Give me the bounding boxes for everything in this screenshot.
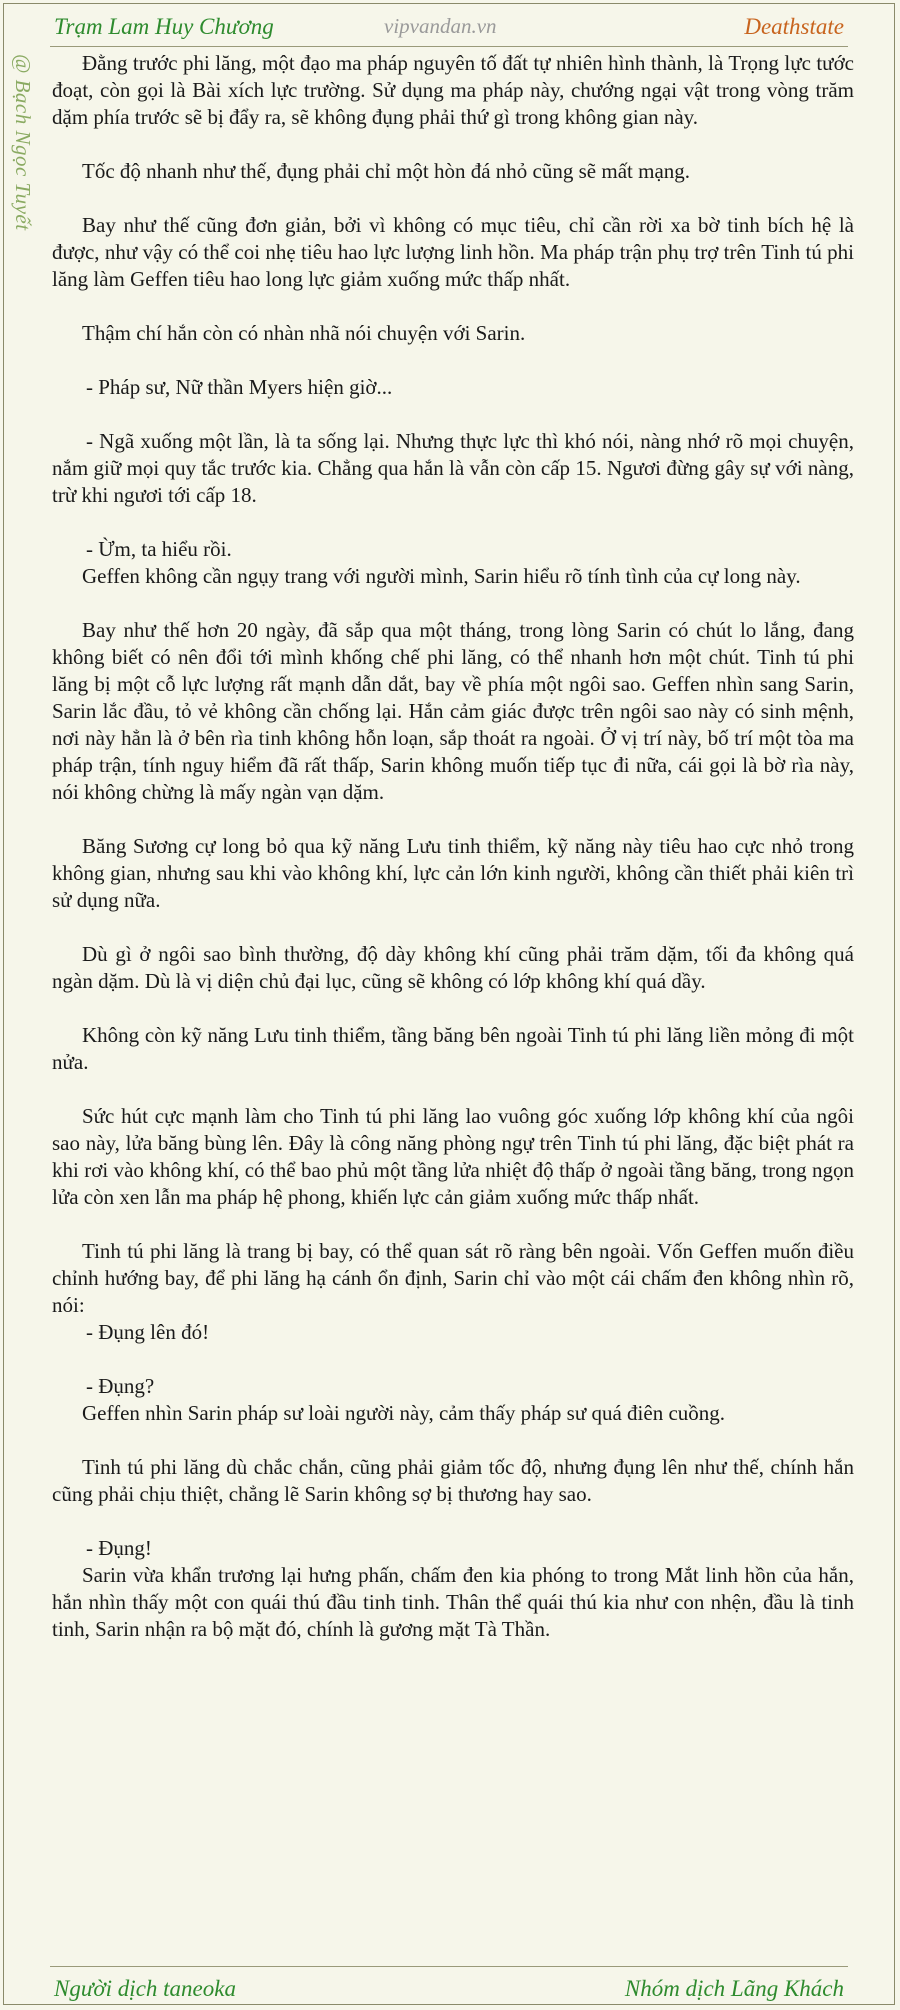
paragraph: Dù gì ở ngôi sao bình thường, độ dày không khí cũng phải trăm dặm, tối đa không quá ngàn dặm. Dù là vị diện chủ đại lục, cũng sẽ không có lớp không khí quá dầy. xyxy=(52,942,854,993)
paragraph: Băng Sương cự long bỏ qua kỹ năng Lưu tinh thiểm, kỹ năng này tiêu hao cực nhỏ trong không gian, nhưng sau khi vào không khí, lực cản lớn kinh người, không cần thiết phải kiên trì sử dụng nữa. xyxy=(52,834,854,912)
header-site: vipvandan.vn xyxy=(384,14,497,38)
paragraph: Đằng trước phi lăng, một đạo ma pháp nguyên tố đất tự nhiên hình thành, là Trọng lực tước đoạt, còn gọi là Bài xích lực trường. Sử dụng ma pháp này, chướng ngại vật trong vòng trăm dặm phía trước sẽ bị đẩy ra, sẽ không đụng phải thứ gì trong không gian này. xyxy=(52,51,854,129)
paragraph: Tốc độ nhanh như thế, đụng phải chỉ một hòn đá nhỏ cũng sẽ mất mạng. xyxy=(82,159,691,183)
paragraph: Thậm chí hắn còn có nhàn nhã nói chuyện với Sarin. xyxy=(82,321,526,345)
dialogue-line: - Pháp sư, Nữ thần Myers hiện giờ... xyxy=(86,375,393,399)
header-title: Trạm Lam Huy Chương xyxy=(54,14,274,39)
paragraph: Geffen không cần ngụy trang với người mình, Sarin hiểu rõ tính tình của cự long này. xyxy=(82,564,801,588)
paragraph: Tinh tú phi lăng là trang bị bay, có thể quan sát rõ ràng bên ngoài. Vốn Geffen muốn điều chỉnh hướng bay, để phi lăng hạ cánh ổn định, Sarin chỉ vào một cái chấm đen không nhìn rõ, nói: xyxy=(52,1239,854,1317)
page-header xyxy=(4,4,894,48)
paragraph: Geffen nhìn Sarin pháp sư loài người này, cảm thấy pháp sư quá điên cuồng. xyxy=(82,1401,726,1425)
header-chapter: Deathstate xyxy=(744,14,844,39)
paragraph: Tinh tú phi lăng dù chắc chắn, cũng phải giảm tốc độ, nhưng đụng lên như thế, chính hắn cũng phải chịu thiệt, chẳng lẽ Sarin không sợ bị thương hay sao. xyxy=(52,1455,854,1506)
paragraph: Sức hút cực mạnh làm cho Tinh tú phi lăng lao vuông góc xuống lớp không khí của ngôi sao này, lửa băng bùng lên. Đây là công năng phòng ngự trên Tinh tú phi lăng, đặc biệt phát ra khi rơi vào không khí, có thể bao phủ một tầng lửa nhiệt độ thấp ở ngoài tầng băng, trong ngọn lửa còn xen lẫn ma pháp hệ phong, khiến lực cản giảm xuống mức thấp nhất. xyxy=(52,1104,854,1209)
dialogue-line: - Đụng? xyxy=(86,1374,155,1398)
footer-translator: Người dịch taneoka xyxy=(54,1976,236,2001)
dialogue-line: - Đụng lên đó! xyxy=(86,1320,210,1344)
dialogue-line: - Ngã xuống một lần, là ta sống lại. Nhưng thực lực thì khó nói, nàng nhớ rõ mọi chuyện, nắm giữ mọi quy tắc trước kia. Chẳng qua hắn là vẫn còn cấp 15. Ngươi đừng gây sự với nàng, trừ khi ngươi tới cấp 18. xyxy=(52,429,854,507)
paragraph: Sarin vừa khẩn trương lại hưng phấn, chấm đen kia phóng to trong Mắt linh hồn của hắn, hắn nhìn thấy một con quái thú đầu tinh tinh. Thân thể quái thú kia như con nhện, đầu là tinh tinh, Sarin nhận ra bộ mặt đó, chính là gương mặt Tà Thần. xyxy=(52,1563,854,1641)
side-watermark: @ Bạch Ngọc Tuyết xyxy=(11,54,35,231)
story-text xyxy=(52,50,854,1643)
footer-divider xyxy=(50,1966,848,1967)
dialogue-line: - Đụng! xyxy=(86,1536,152,1560)
page-frame xyxy=(3,3,895,2005)
paragraph: Bay như thế hơn 20 ngày, đã sắp qua một tháng, trong lòng Sarin có chút lo lắng, đang không biết có nên đổi tới mình khống chế phi lăng, có thể nhanh hơn một chút. Tinh tú phi lăng bị một cỗ lực lượng rất mạnh dẫn dắt, bay về phía một ngôi sao. Geffen nhìn sang Sarin, Sarin lắc đầu, tỏ vẻ không cần chống lại. Hắn cảm giác được trên ngôi sao này có sinh mệnh, nơi này hẳn là ở bên rìa tinh không hỗn loạn, sắp thoát ra ngoài. Ở vị trí này, bố trí một tòa ma pháp trận, tính nguy hiểm đã rất thấp, Sarin không muốn tiếp tục đi nữa, cái gọi là bờ rìa này, nói không chừng là mấy ngàn vạn dặm. xyxy=(52,618,854,804)
footer-group: Nhóm dịch Lãng Khách xyxy=(624,1976,844,2001)
dialogue-line: - Ừm, ta hiểu rồi. xyxy=(86,537,232,561)
paragraph: Bay như thế cũng đơn giản, bởi vì không có mục tiêu, chỉ cần rời xa bờ tinh bích hệ là được, như vậy có thể coi nhẹ tiêu hao lực lượng linh hồn. Ma pháp trận phụ trợ trên Tinh tú phi lăng làm Geffen tiêu hao long lực giảm xuống mức thấp nhất. xyxy=(52,213,854,291)
paragraph: Không còn kỹ năng Lưu tinh thiểm, tầng băng bên ngoài Tinh tú phi lăng liền mỏng đi một nửa. xyxy=(52,1023,854,1074)
header-divider xyxy=(50,46,848,47)
